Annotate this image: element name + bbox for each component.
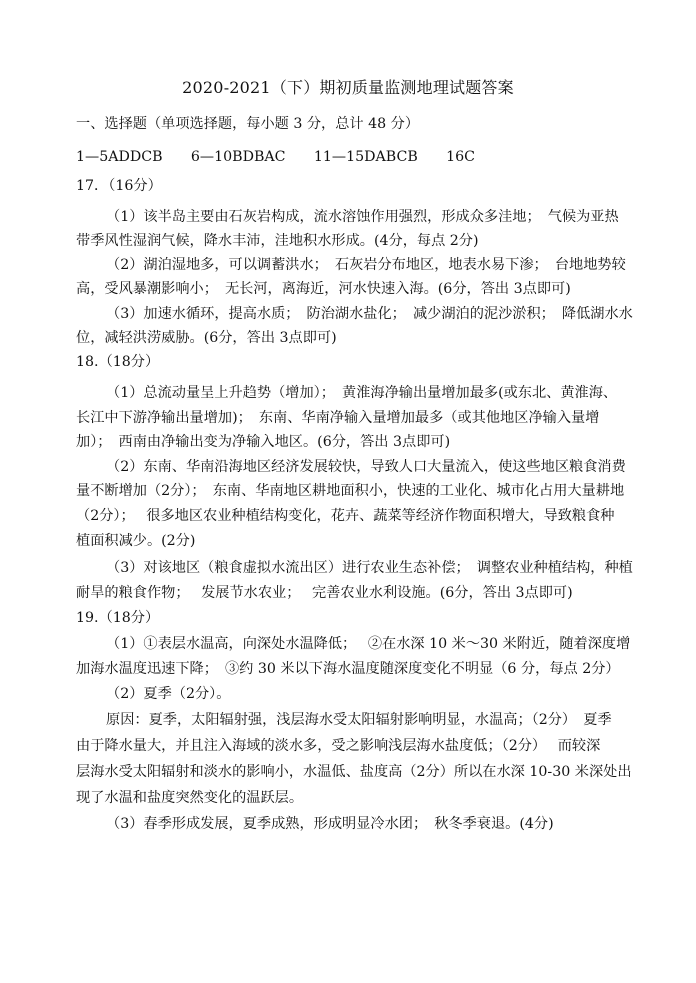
q17-part3-line2: 位，减轻洪涝威胁。(6分，答出 3点即可) bbox=[76, 330, 337, 346]
q19-reason-line4: 现了水温和盐度突然变化的温跃层。 bbox=[76, 790, 304, 806]
q19-part3-line1: （3）春季形成发展，夏季成熟，形成明显冷水团； 秋冬季衰退。(4分) bbox=[106, 816, 554, 832]
q18-part3-line2: 耐旱的粮食作物； 发展节水农业； 完善农业水利设施。(6分，答出 3点即可) bbox=[76, 585, 573, 601]
choice-answers: 1—5ADDCB 6—10BDBAC 11—15DABCB 16C bbox=[76, 149, 476, 165]
document-title: 2020-2021（下）期初质量监测地理试题答案 bbox=[182, 78, 514, 97]
q19-part1-line1: （1）①表层水温高，向深处水温降低； ②在水深 10 米～30 米附近，随着深度增 bbox=[106, 636, 631, 652]
q19-reason-line1: 原因：夏季，太阳辐射强，浅层海水受太阳辐射影响明显，水温高；（2分） 夏季 bbox=[106, 712, 612, 728]
question-18-heading: 18.（18分） bbox=[76, 354, 160, 370]
q19-part2-answer: （2）夏季（2分）。 bbox=[106, 686, 231, 702]
q18-part1-line2: 长江中下游净输出量增加)； 东南、华南净输入量增加最多（或其他地区净输入量增 bbox=[76, 410, 600, 426]
q17-part1-line1: （1）该半岛主要由石灰岩构成，流水溶蚀作用强烈，形成众多洼地； 气候为亚热 bbox=[106, 209, 619, 225]
q17-part2-line2: 高，受风暴潮影响小； 无长河，离海近，河水快速入海。(6分，答出 3点即可) bbox=[76, 281, 571, 297]
q18-part3-line1: （3）对该地区（粮食虚拟水流出区）进行农业生态补偿； 调整农业种植结构，种植 bbox=[106, 560, 633, 576]
q17-part2-line1: （2）湖泊湿地多，可以调蓄洪水； 石灰岩分布地区，地表水易下渗； 台地地势较 bbox=[106, 257, 626, 273]
q19-part1-line2: 加海水温度迅速下降； ③约 30 米以下海水温度随深度变化不明显（6 分，每点 2分） bbox=[76, 661, 620, 677]
q17-part1-line2: 带季风性湿润气候，降水丰沛，洼地积水形成。(4分，每点 2分) bbox=[76, 233, 479, 249]
q18-part1-line1: （1）总流动量呈上升趋势（增加）； 黄淮海净输出量增加最多(或东北、黄淮海、 bbox=[106, 385, 618, 401]
q19-reason-line3: 层海水受太阳辐射和淡水的影响小，水温低、盐度高（2分）所以在水深 10-30 米深处出 bbox=[76, 764, 632, 780]
question-19-heading: 19.（18分） bbox=[76, 610, 160, 626]
section-heading-choice: 一、选择题（单项选择题，每小题 3 分，总计 48 分） bbox=[76, 116, 420, 132]
q18-part2-line1: （2）东南、华南沿海地区经济发展较快，导致人口大量流入，使这些地区粮食消费 bbox=[106, 459, 626, 475]
question-17-heading: 17．（16分） bbox=[76, 178, 162, 194]
q18-part2-line3: （2分）； 很多地区农业种植结构变化，花卉、蔬菜等经济作物面积增大，导致粮食种 bbox=[76, 508, 615, 524]
q17-part3-line1: （3）加速水循环，提高水质； 防治湖水盐化； 减少湖泊的泥沙淤积； 降低湖水水 bbox=[106, 306, 633, 322]
q18-part1-line3: 加）； 西南由净输出变为净输入地区。(6分，答出 3点即可) bbox=[76, 434, 451, 450]
q19-reason-line2: 由于降水量大，并且注入海域的淡水多，受之影响浅层海水盐度低；（2分） 而较深 bbox=[76, 738, 601, 754]
q18-part2-line2: 量不断增加（2分）； 东南、华南地区耕地面积小，快速的工业化、城市化占用大量耕地 bbox=[76, 483, 625, 499]
q18-part2-line4: 植面积减少。(2分) bbox=[76, 533, 196, 549]
